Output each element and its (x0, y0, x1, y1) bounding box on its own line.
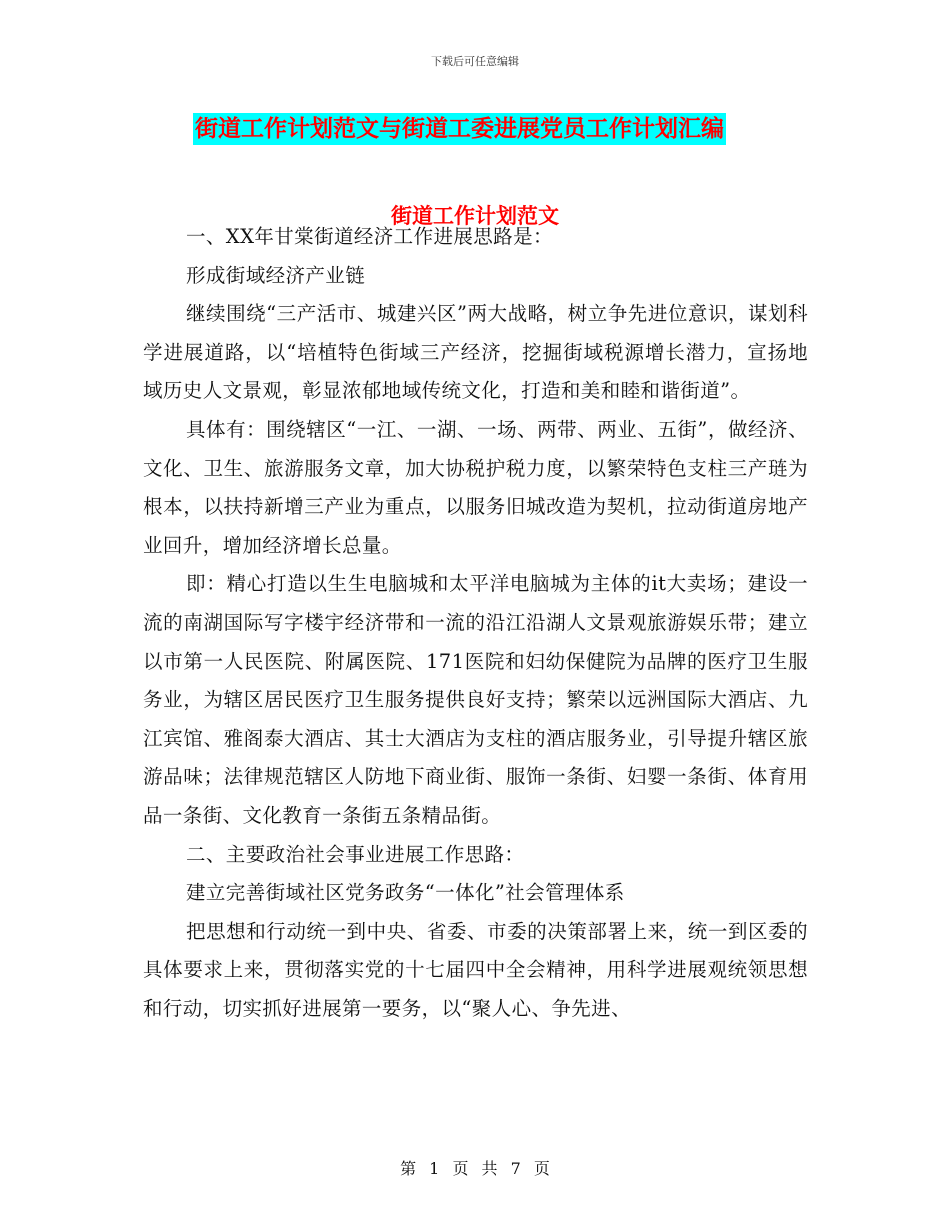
page-footer: 第 1 页 共 7 页 (400, 1159, 550, 1178)
section-title: 街道工作计划范文 (391, 203, 559, 228)
paragraph: 具体有：围绕辖区“一江、一湖、一场、两带、两业、五街”，做经济、文化、卫生、旅游服务文章，加大协税护税力度，以繁荣特色支柱三产琏为根本，以扶持新增三产业为重点，以服务旧城改造为契机，拉动街道房地产业回升，增加经济增长总量。 (143, 417, 808, 557)
document-body (143, 218, 808, 1028)
paragraph: 继续围绕“三产活市、城建兴区”两大战略，树立争先进位意识，谋划科学进展道路，以“培植特色街域三产经济，挖掘街域税源增长潜力，宣扬地域历史人文景观，彰显浓郁地域传统文化，打造和美和睦和谐街道”。 (143, 302, 808, 403)
page-header-note: 下载后可任意编辑 (431, 55, 519, 68)
paragraph: 把思想和行动统一到中央、省委、市委的决策部署上来，统一到区委的具体要求上来，贯彻落实党的十七届四中全会精神，用科学进展观统领思想和行动，切实抓好进展第一要务，以“聚人心、争先进、 (143, 919, 808, 1020)
paragraph: 建立完善街域社区党务政务“一体化”社会管理体系 (186, 881, 625, 905)
paragraph: 即：精心打造以生生电脑城和太平洋电脑城为主体的it大卖场；建设一流的南湖国际写字楼宇经济带和一流的沿江沿湖人文景观旅游娱乐带；建立以市第一人民医院、附属医院、171医院和妇幼保健院为品牌的医疗卫生服务业，为辖区居民医疗卫生服务提供良好支持；繁荣以远洲国际大酒店、九江宾馆、雅阁泰大酒店、其士大酒店为支柱的酒店服务业，引导提升辖区旅游品味；法律规范辖区人防地下商业街、服饰一条街、妇婴一条街、体育用品一条街、文化教育一条街五条精品街。 (143, 572, 808, 827)
paragraph: 二、主要政治社会事业进展工作思路： (186, 842, 525, 866)
paragraph: 形成街域经济产业链 (186, 263, 366, 287)
document-title: 街道工作计划范文与街道工委进展党员工作计划汇编 (193, 113, 726, 145)
paragraph: 一、XX年甘棠街道经济工作进展思路是： (186, 225, 553, 248)
